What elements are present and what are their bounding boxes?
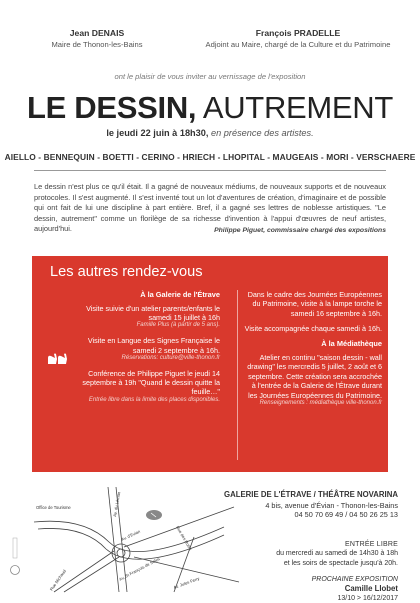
host-left-name: Jean DENAIS [69,28,125,38]
venue-info [223,490,398,520]
map-street-5: Rue Michaud [48,568,67,592]
map-street-3: Av. St François de Sales [118,556,161,582]
map-street-4: Av. Jules Ferry [172,575,201,590]
event-text: Conférence de Philippe Piguet le jeudi 14 septembre à 19h "Quand le dessin quitte la feuille…" [82,368,220,397]
event-note: Renseignements : médiathèque ville-thonon.fr [259,399,382,406]
event-item: Visite accompagnée chaque samedi à 16h. [244,324,382,334]
event-note: Entrée libre dans la limite des places disponibles. [88,396,220,403]
entry-info [223,540,398,568]
entry-hours-1: du mercredi au samedi de 14h30 à 18h [276,550,398,558]
date-italic: en présence des artistes. [211,128,314,138]
entry-label: ENTRÉE LIBRE [345,541,398,548]
next-artist: Camille Llobet [344,584,398,594]
date-bold: le jeudi 22 juin à 18h30, [106,128,209,138]
map-office: Office de Tourisme [36,505,71,510]
event-text: Visite suivie d'un atelier parents/enfants le samedi 15 juillet à 16h [86,303,220,322]
event-item [70,304,220,331]
next-exhibition [223,575,398,603]
event-item [70,336,220,363]
venue-address: 4 bis, avenue d'Évian - Thonon-les-Bains [265,500,398,510]
title-regular: AUTREMENT [202,90,394,125]
events-title: Les autres rendez-vous [50,264,203,280]
city-logo-icon [8,520,22,580]
entry-hours-2: et les soirs de spectacle jusqu'à 20h. [283,559,398,567]
events-panel [32,256,388,472]
invitation-intro: ont le plaisir de vous inviter au vernissage de l'exposition [114,72,306,81]
event-item: Dans le cadre des Journées Européennes du Patrimoine, visite à la lampe torche le samedi 16 septembre à 16h. [247,290,382,318]
event-item [70,369,220,405]
host-right-name: François PRADELLE [255,28,341,38]
events-right-column [244,290,382,414]
location-map [24,487,239,592]
event-note: Réservations: culture@ville-thonon.fr [121,354,220,361]
next-label: PROCHAINE EXPOSITION [311,576,398,583]
event-note: Famille Plus (à partir de 5 ans). [136,322,220,329]
sign-language-icon [46,352,68,366]
host-left-role: Maire de Thonon-les-Bains [51,39,143,49]
exhibition-title [0,92,420,123]
description-paragraph: Le dessin n'est plus ce qu'il était. Il a gagné de nouveaux médiums, de nouveaux supports et de nouveaux protocoles. Il s'est augmenté. Il s'est inventé tout un lot d'aventures de création, d'imaginaire et de possible qui ont fait de lui une discipline à part entière. Bref, il a gagné ses lettres de noblesse artistiques. "Le dessin, autrement" comme un florilège de sa richesse d'invention à l'appui d'œuvres de neuf artistes, aujourd'hui. [34,182,386,234]
events-separator [237,290,238,460]
event-text: Visite en Langue des Signes Française le samedi 2 septembre à 16h. [87,336,220,355]
title-bold: LE DESSIN, [26,90,197,125]
event-text: Atelier en continu "saison dessin - wall drawing" les mercredis 5 juillet, 2 août et 6 septembre. Cette création sera accrochée à l'entrée de la Galerie de l'Étrave durant les Journées Européennes du Patrimoine. [247,353,382,400]
map-street-0: Av. du Léman [112,491,122,518]
host-left [38,28,156,50]
venue-name: GALERIE DE L'ÉTRAVE / THÉÂTRE NOVARINA [224,490,398,499]
opening-date [0,128,420,138]
event-item [244,353,382,408]
events-left-column [70,290,220,411]
artists-list: AIELLO - BENNEQUIN - BOETTI - CERINO - HRIECH - LHOPITAL - MAUGEAIS - MORI - VERSCHAERE [4,152,416,162]
host-right-role: Adjoint au Maire, chargé de la Culture et du Patrimoine [205,39,391,49]
right-heading: À la Médiathèque [321,339,382,349]
divider [34,170,386,171]
map-street-2: Rue des Rollin [175,525,194,552]
venue-phones: 04 50 70 69 49 / 04 50 26 25 13 [294,510,398,520]
left-heading: À la Galerie de l'Étrave [140,290,220,299]
next-dates: 13/10 > 16/12/2017 [337,595,398,603]
map-street-1: Av. d'Evian [120,528,141,542]
host-right [198,28,398,50]
signature: Philippe Piguet, commissaire chargé des expositions [214,227,386,234]
